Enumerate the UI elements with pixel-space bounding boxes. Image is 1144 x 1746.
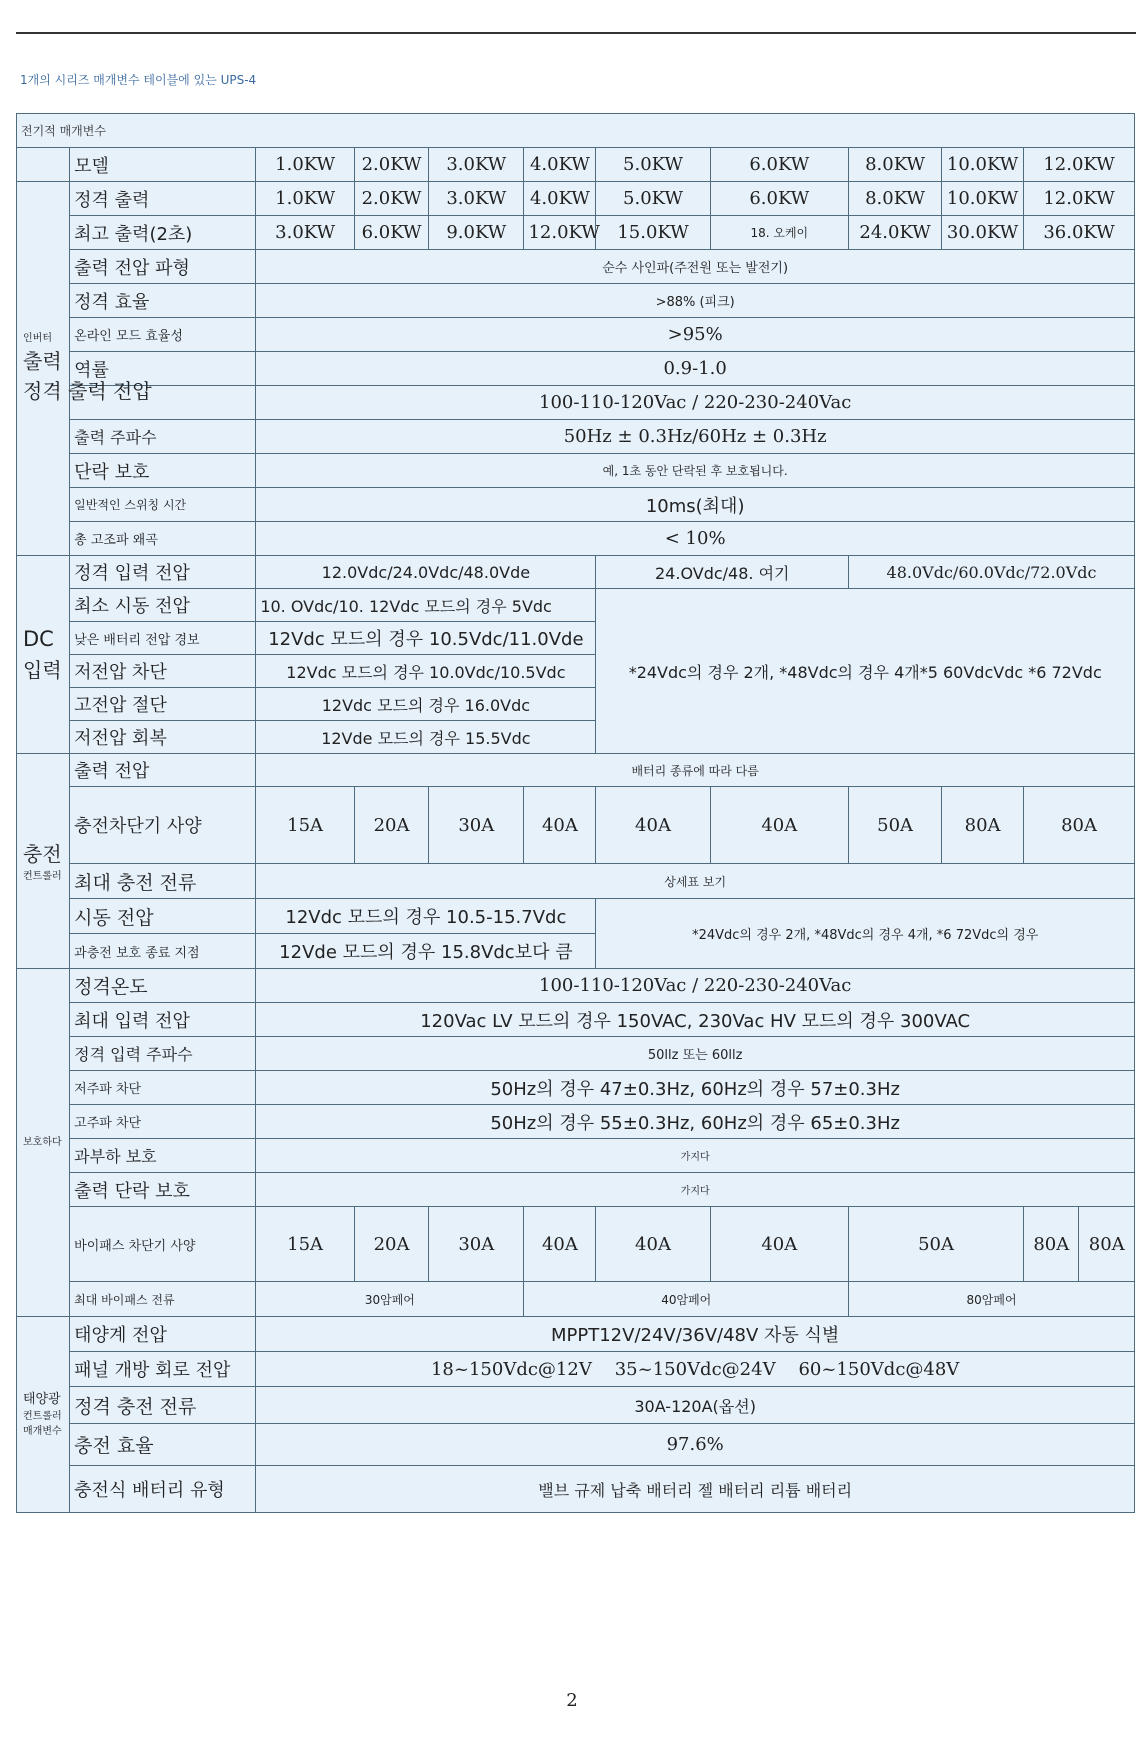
label-charge-out-v: 출력 전압	[70, 754, 256, 787]
label-charger-breaker: 충전차단기 사양	[70, 787, 256, 864]
label-charge-eff: 충전 효율	[70, 1424, 256, 1466]
charger-breaker-cell: 40A	[596, 787, 710, 864]
table-row	[17, 386, 1135, 420]
table-row	[17, 1003, 1135, 1037]
value-out-short-prot: 가지다	[256, 1173, 1135, 1207]
top-rule	[16, 32, 1136, 34]
peak-output-cell: 3.0KW	[256, 216, 355, 250]
table-row	[17, 1424, 1135, 1466]
value-panel-ocv: 18~150Vdc@12V 35~150Vdc@24V 60~150Vdc@48V	[256, 1352, 1135, 1387]
label-waveform: 출력 전압 파형	[70, 250, 256, 284]
model-cell: 1.0KW	[256, 148, 355, 182]
value-solar-v: MPPT12V/24V/36V/48V 자동 식별	[256, 1317, 1135, 1352]
table-row	[17, 1173, 1135, 1207]
table-row	[17, 1282, 1135, 1317]
value-rated-eff: >88% (피크)	[256, 284, 1135, 318]
rated-output-cell: 4.0KW	[524, 182, 596, 216]
value-dc-note: *24Vdc의 경우 2개, *48Vdc의 경우 4개*5 60VdcVdc *6 72Vdc	[596, 589, 1135, 754]
value-high-freq-cut: 50Hz의 경우 55±0.3Hz, 60Hz의 경우 65±0.3Hz	[256, 1105, 1135, 1139]
table-row	[17, 318, 1135, 352]
model-cell: 8.0KW	[849, 148, 942, 182]
value-low-batt-alarm: 12Vdc 모드의 경우 10.5Vdc/11.0Vde	[256, 622, 596, 655]
rated-output-cell: 3.0KW	[429, 182, 524, 216]
value-max-in-v: 120Vac LV 모드의 경우 150VAC, 230Vac HV 모드의 경우 300VAC	[256, 1003, 1135, 1037]
value-rated-in-freq: 50llz 또는 60llz	[256, 1037, 1135, 1071]
label-model: 모델	[70, 148, 256, 182]
group-label: 입력	[23, 658, 62, 683]
value-charge-note: *24Vdc의 경우 2개, *48Vdc의 경우 4개, *6 72Vdc의 경우	[596, 899, 1135, 969]
value-short-prot: 예, 1초 동안 단락된 후 보호됩니다.	[256, 454, 1135, 488]
group-solar	[17, 1317, 70, 1513]
bypass-breaker-cell: 15A	[256, 1207, 355, 1282]
table-row	[17, 754, 1135, 787]
table-row	[17, 899, 1135, 934]
label-out-freq: 출력 주파수	[70, 420, 256, 454]
group-label: 출력	[23, 349, 62, 373]
bypass-breaker-cell: 80A	[1024, 1207, 1079, 1282]
spec-table	[16, 113, 1135, 1513]
rated-output-cell: 8.0KW	[849, 182, 942, 216]
label-overcharge-end: 과충전 보호 종료 지점	[70, 934, 256, 969]
table-header-row	[17, 114, 1135, 148]
label-min-start-v: 최소 시동 전압	[70, 589, 256, 622]
table-row	[17, 589, 1135, 622]
value-low-v-recover: 12Vde 모드의 경우 15.5Vdc	[256, 721, 596, 754]
peak-output-cell: 15.0KW	[596, 216, 710, 250]
value-overcharge-end: 12Vde 모드의 경우 15.8Vdc보다 큼	[256, 934, 596, 969]
charger-breaker-cell: 50A	[849, 787, 942, 864]
group-label: 컨트롤러	[23, 870, 62, 882]
label-online-eff: 온라인 모드 효율성	[70, 318, 256, 352]
peak-output-cell: 30.0KW	[942, 216, 1024, 250]
group-label: 보호하다	[23, 1137, 62, 1148]
charger-breaker-cell: 80A	[1024, 787, 1135, 864]
value-max-charge-cur: 상세표 보기	[256, 864, 1135, 899]
table-row	[17, 352, 1135, 386]
group-label: 충전	[23, 841, 62, 866]
table-row	[17, 454, 1135, 488]
label-max-charge-cur: 최대 충전 전류	[70, 864, 256, 899]
label-peak-output: 최고 출력(2초)	[70, 216, 256, 250]
group-charger	[17, 754, 70, 969]
table-row	[17, 1466, 1135, 1513]
table-row	[17, 1352, 1135, 1387]
label-max-bypass-cur: 최대 바이패스 전류	[70, 1282, 256, 1317]
label-switch-time: 일반적인 스위칭 시간	[70, 488, 256, 522]
table-row	[17, 250, 1135, 284]
table-row	[17, 488, 1135, 522]
peak-output-cell: 12.0KW	[524, 216, 596, 250]
value-rated-out-v: 100-110-120Vac / 220-230-240Vac	[256, 386, 1135, 420]
peak-output-cell: 6.0KW	[354, 216, 428, 250]
table-row	[17, 556, 1135, 589]
value-rated-in-v-c: 48.0Vdc/60.0Vdc/72.0Vdc	[849, 556, 1135, 589]
bypass-breaker-cell: 30A	[429, 1207, 524, 1282]
value-out-freq: 50Hz ± 0.3Hz/60Hz ± 0.3Hz	[256, 420, 1135, 454]
value-start-v: 12Vdc 모드의 경우 10.5-15.7Vdc	[256, 899, 596, 934]
label-out-short-prot: 출력 단락 보호	[70, 1173, 256, 1207]
rated-output-cell: 10.0KW	[942, 182, 1024, 216]
value-rated-temp: 100-110-120Vac / 220-230-240Vac	[256, 969, 1135, 1003]
label-low-batt-alarm: 낮은 배터리 전압 경보	[70, 622, 256, 655]
label-solar-v: 태양계 전압	[70, 1317, 256, 1352]
peak-output-cell: 9.0KW	[429, 216, 524, 250]
rated-output-cell: 6.0KW	[710, 182, 848, 216]
group-label: 컨트롤러	[23, 1411, 62, 1423]
label-high-freq-cut: 고주파 차단	[70, 1105, 256, 1139]
label-bypass-breaker: 바이패스 차단기 사양	[70, 1207, 256, 1282]
table-row	[17, 864, 1135, 899]
bypass-breaker-cell: 20A	[354, 1207, 428, 1282]
value-charge-out-v: 배터리 종류에 따라 다름	[256, 754, 1135, 787]
label-low-v-recover: 저전압 회복	[70, 721, 256, 754]
label-rated-eff: 정격 효율	[70, 284, 256, 318]
bypass-breaker-cell: 80A	[1079, 1207, 1135, 1282]
label-short-prot: 단락 보호	[70, 454, 256, 488]
table-header: 전기적 매개변수	[17, 114, 1135, 148]
table-row	[17, 969, 1135, 1003]
value-waveform: 순수 사인파(주전원 또는 발전기)	[256, 250, 1135, 284]
model-cell: 3.0KW	[429, 148, 524, 182]
empty-cell	[17, 148, 70, 182]
group-protection	[17, 969, 70, 1317]
label-rated-charge-cur: 정격 충전 전류	[70, 1387, 256, 1424]
table-row	[17, 1139, 1135, 1173]
table-row	[17, 148, 1135, 182]
model-cell: 10.0KW	[942, 148, 1024, 182]
label-panel-ocv: 패널 개방 회로 전압	[70, 1352, 256, 1387]
table-row	[17, 284, 1135, 318]
charger-breaker-cell: 15A	[256, 787, 355, 864]
bypass-breaker-cell: 40A	[710, 1207, 848, 1282]
rated-output-cell: 5.0KW	[596, 182, 710, 216]
table-row	[17, 1037, 1135, 1071]
model-cell: 12.0KW	[1024, 148, 1135, 182]
label-thd: 총 고조파 왜곡	[70, 522, 256, 556]
bypass-current-cell: 40암페어	[524, 1282, 849, 1317]
value-rated-charge-cur: 30A-120A(옵션)	[256, 1387, 1135, 1424]
model-cell: 6.0KW	[710, 148, 848, 182]
peak-output-cell: 18. 오케이	[710, 216, 848, 250]
model-cell: 4.0KW	[524, 148, 596, 182]
label-low-v-cut: 저전압 차단	[70, 655, 256, 688]
label-low-freq-cut: 저주파 차단	[70, 1071, 256, 1105]
label-pf: 역률	[70, 352, 256, 386]
bypass-current-cell: 30암페어	[256, 1282, 524, 1317]
group-label: 인버터	[23, 333, 52, 344]
peak-output-cell: 24.0KW	[849, 216, 942, 250]
group-label: 태양광	[23, 1391, 61, 1407]
peak-output-cell: 36.0KW	[1024, 216, 1135, 250]
value-thd: < 10%	[256, 522, 1135, 556]
label-batt-type: 충전식 배터리 유형	[70, 1466, 256, 1513]
value-overload-prot: 가지다	[256, 1139, 1135, 1173]
charger-breaker-cell: 30A	[429, 787, 524, 864]
table-row	[17, 522, 1135, 556]
label-high-v-cut: 고전압 절단	[70, 688, 256, 721]
label-start-v: 시동 전압	[70, 899, 256, 934]
bypass-current-cell: 80암페어	[849, 1282, 1135, 1317]
value-rated-in-v-b: 24.OVdc/48. 여기	[596, 556, 849, 589]
value-min-start-v: 10. OVdc/10. 12Vdc 모드의 경우 5Vdc	[256, 589, 596, 622]
table-row	[17, 182, 1135, 216]
page-number: 2	[566, 1690, 578, 1711]
label-rated-temp: 정격온도	[70, 969, 256, 1003]
charger-breaker-cell: 40A	[524, 787, 596, 864]
value-charge-eff: 97.6%	[256, 1424, 1135, 1466]
bypass-breaker-cell: 40A	[596, 1207, 710, 1282]
value-pf: 0.9-1.0	[256, 352, 1135, 386]
table-row	[17, 1105, 1135, 1139]
value-batt-type: 밸브 규제 납축 배터리 젤 배터리 리튬 배터리	[256, 1466, 1135, 1513]
group-label: 정격 출력 전압	[23, 379, 152, 403]
value-low-freq-cut: 50Hz의 경우 47±0.3Hz, 60Hz의 경우 57±0.3Hz	[256, 1071, 1135, 1105]
rated-output-cell: 1.0KW	[256, 182, 355, 216]
model-cell: 5.0KW	[596, 148, 710, 182]
value-high-v-cut: 12Vdc 모드의 경우 16.0Vdc	[256, 688, 596, 721]
label-overload-prot: 과부하 보호	[70, 1139, 256, 1173]
rated-output-cell: 12.0KW	[1024, 182, 1135, 216]
table-row	[17, 420, 1135, 454]
bypass-breaker-cell: 50A	[849, 1207, 1024, 1282]
label-max-in-v: 최대 입력 전압	[70, 1003, 256, 1037]
table-row	[17, 1207, 1135, 1282]
table-row	[17, 1387, 1135, 1424]
group-label: 매개변수	[23, 1426, 62, 1438]
charger-breaker-cell: 40A	[710, 787, 848, 864]
label-rated-output: 정격 출력	[70, 182, 256, 216]
group-dc	[17, 556, 70, 754]
rated-output-cell: 2.0KW	[354, 182, 428, 216]
charger-breaker-cell: 20A	[354, 787, 428, 864]
model-cell: 2.0KW	[354, 148, 428, 182]
table-row	[17, 787, 1135, 864]
label-rated-in-v: 정격 입력 전압	[70, 556, 256, 589]
group-label: DC	[23, 626, 54, 651]
table-row	[17, 1071, 1135, 1105]
table-row	[17, 216, 1135, 250]
bypass-breaker-cell: 40A	[524, 1207, 596, 1282]
charger-breaker-cell: 80A	[942, 787, 1024, 864]
label-rated-in-freq: 정격 입력 주파수	[70, 1037, 256, 1071]
value-switch-time: 10ms(최대)	[256, 488, 1135, 522]
document-title: 1개의 시리즈 매개변수 테이블에 있는 UPS-4	[20, 73, 257, 87]
value-rated-in-v-a: 12.0Vdc/24.0Vdc/48.0Vde	[256, 556, 596, 589]
value-online-eff: >95%	[256, 318, 1135, 352]
table-row	[17, 1317, 1135, 1352]
value-low-v-cut: 12Vdc 모드의 경우 10.0Vdc/10.5Vdc	[256, 655, 596, 688]
